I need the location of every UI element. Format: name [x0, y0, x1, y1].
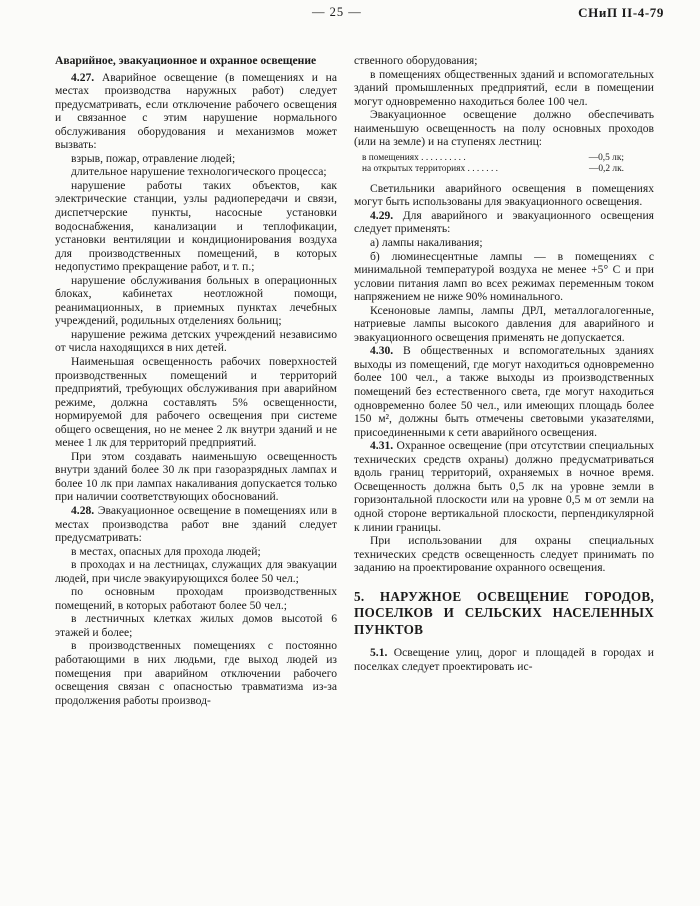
table-row-value: —0,5 лк;: [588, 152, 624, 163]
clause-text: Освещение улиц, дорог и площадей в городах и поселках следует проектировать ис-: [354, 646, 654, 674]
page-number: — 25 —: [312, 5, 362, 19]
continuation-line: ственного оборудования;: [354, 54, 478, 67]
paragraph-evacuation: Эвакуационное освещение должно обеспечивать наименьшую освещенность на полу основных проходов (или на земле) и на ступенях лестниц:: [354, 108, 654, 149]
clause-4-31: [354, 439, 654, 534]
list-item: б) люминесцентные лампы — в помещениях с минимальной температурой воздуха не менее +5° С и при условии питания ламп во всех режимах переменным током напряжением не ниже 90% номинального.: [354, 249, 654, 304]
list-item: в лестничных клетках жилых домов высотой 6 этажей и более;: [55, 612, 337, 639]
clause-number: 4.31.: [370, 439, 394, 453]
clause-number: 5.1.: [370, 646, 388, 660]
section-5-title: 5. НАРУЖНОЕ ОСВЕЩЕНИЕ ГОРОДОВ, ПОСЕЛКОВ И СЕЛЬСКИХ НАСЕЛЕННЫХ ПУНКТОВ: [354, 588, 654, 637]
list-item: а) лампы накаливания;: [370, 236, 483, 250]
list-item: нарушение обслуживания больных в операционных блоках, кабинетах неотложной помощи, реанимационных, в приемных пунктах лечебных учреждений, родильных отделениях больниц;: [55, 273, 337, 328]
clause-text: Аварийное освещение (в помещениях и на местах производства наружных работ) следует предусматривать, если отключение рабочего освещения и связанное с этим нарушение нормального обслуживания оборудования и механизмов может вызвать:: [55, 70, 337, 152]
list-item: в проходах и на лестницах, служащих для эвакуации людей, при числе эвакуирующихся более 50 чел.;: [55, 558, 337, 585]
document-code: СНиП II-4-79: [578, 5, 664, 20]
clause-text: Для аварийного и эвакуационного освещения следует применять:: [354, 208, 654, 236]
left-column: [55, 54, 337, 707]
list-item: длительное нарушение технологического процесса;: [71, 165, 327, 179]
clause-number: 4.29.: [370, 208, 394, 222]
paragraph-guard-lighting: При использовании для охраны специальных технических средств освещенность следует принимать по заданию на проектирование охранного освещения.: [354, 534, 654, 575]
section-heading: Аварийное, эвакуационное и охранное освещение: [55, 54, 317, 67]
clause-4-30: [354, 344, 654, 439]
table-row-value: —0,2 лк.: [588, 164, 624, 175]
paragraph-luminaires: Светильники аварийного освещения в помещениях могут быть использованы для эвакуационного освещения.: [354, 181, 654, 209]
clause-5-1: [354, 646, 654, 673]
clause-4-27: [55, 71, 337, 152]
illuminance-table: [362, 153, 654, 176]
clause-text: Охранное освещение (при отсутствии специальных технических средств охраны) должно предусматриваться вдоль границ территорий, охраняемых в ночное время. Освещенность должна быть 0,5 лк на уровне земли в горизонтальной плоскости или на уровне 0,5 м от земли на одной стороне вертикальной плоскости, перпендикулярной к линии границы.: [354, 439, 654, 534]
right-column: [354, 54, 654, 674]
clause-4-28: [55, 504, 337, 545]
clause-text: В общественных и вспомогательных зданиях выходы из помещений, где могут находиться одновременно более 100 чел., а также выходы из производственных помещений без естественного света, где могут находиться одновременно более 50 чел., или имеющих площадь более 150 м², должны быть отмечены световыми указателями, присоединенными к сети аварийного освещения.: [354, 344, 654, 439]
paragraph-xenon: Ксеноновые лампы, лампы ДРЛ, металлогалогенные, натриевые лампы высокого давления для аварийного и эвакуационного освещения применять не допускается.: [354, 303, 654, 344]
list-item: по основным проходам производственных помещений, в которых работают более 50 чел.;: [55, 585, 337, 612]
clause-number: 4.28.: [71, 504, 95, 517]
paragraph-min-illuminance: Наименьшая освещенность рабочих поверхностей производственных помещений и территорий предприятий, требующих обслуживания при аварийном режиме, должна составлять 5% освещенности, нормируемой для рабочего освещения при системе общего освещения, но не менее 2 лк внутри зданий и не менее 1 лк для территорий предприятий.: [55, 354, 337, 450]
paragraph-public-buildings: в помещениях общественных зданий и вспомогательных зданий промышленных предприятий, если в помещении могут одновременно находиться более 100 чел.: [354, 67, 654, 108]
list-item: нарушение работы таких объектов, как электрические станции, узлы радиопередачи и связи, диспетчерские пункты, насосные установки водоснабжения, канализации и теплофикации, установки вентиляции и кондиционирования воздуха для производственных помещений, в которых недопустимо прекращение работ, и т. п.;: [55, 178, 337, 274]
clause-number: 4.30.: [370, 344, 394, 358]
list-item: взрыв, пожар, отравление людей;: [71, 151, 236, 165]
table-row: [362, 153, 654, 165]
page-header: [0, 6, 700, 24]
clause-4-29: [354, 209, 654, 236]
table-row-label: в помещениях . . . . . . . . . .: [362, 152, 466, 163]
table-row: [362, 164, 654, 176]
clause-text: Эвакуационное освещение в помещениях или в местах производства работ вне зданий следует предусматривать:: [55, 504, 337, 545]
list-item: в производственных помещениях с постоянно работающими в них людьми, где выход людей из помещения при аварийном отключении рабочего освещения связан с опасностью травматизма из-за продолжения работы производ-: [55, 639, 337, 707]
list-item: в местах, опасных для прохода людей;: [71, 544, 261, 558]
table-row-label: на открытых территориях . . . . . . .: [362, 164, 498, 175]
paragraph-min-illuminance-2: При этом создавать наименьшую освещенность внутри зданий более 30 лк при газоразрядных лампах и более 10 лк при лампах накаливания допускается только при наличии соответствующих обоснований.: [55, 449, 337, 504]
list-item: нарушение режима детских учреждений независимо от числа находящихся в них детей.: [55, 327, 337, 355]
clause-number: 4.27.: [71, 70, 95, 84]
